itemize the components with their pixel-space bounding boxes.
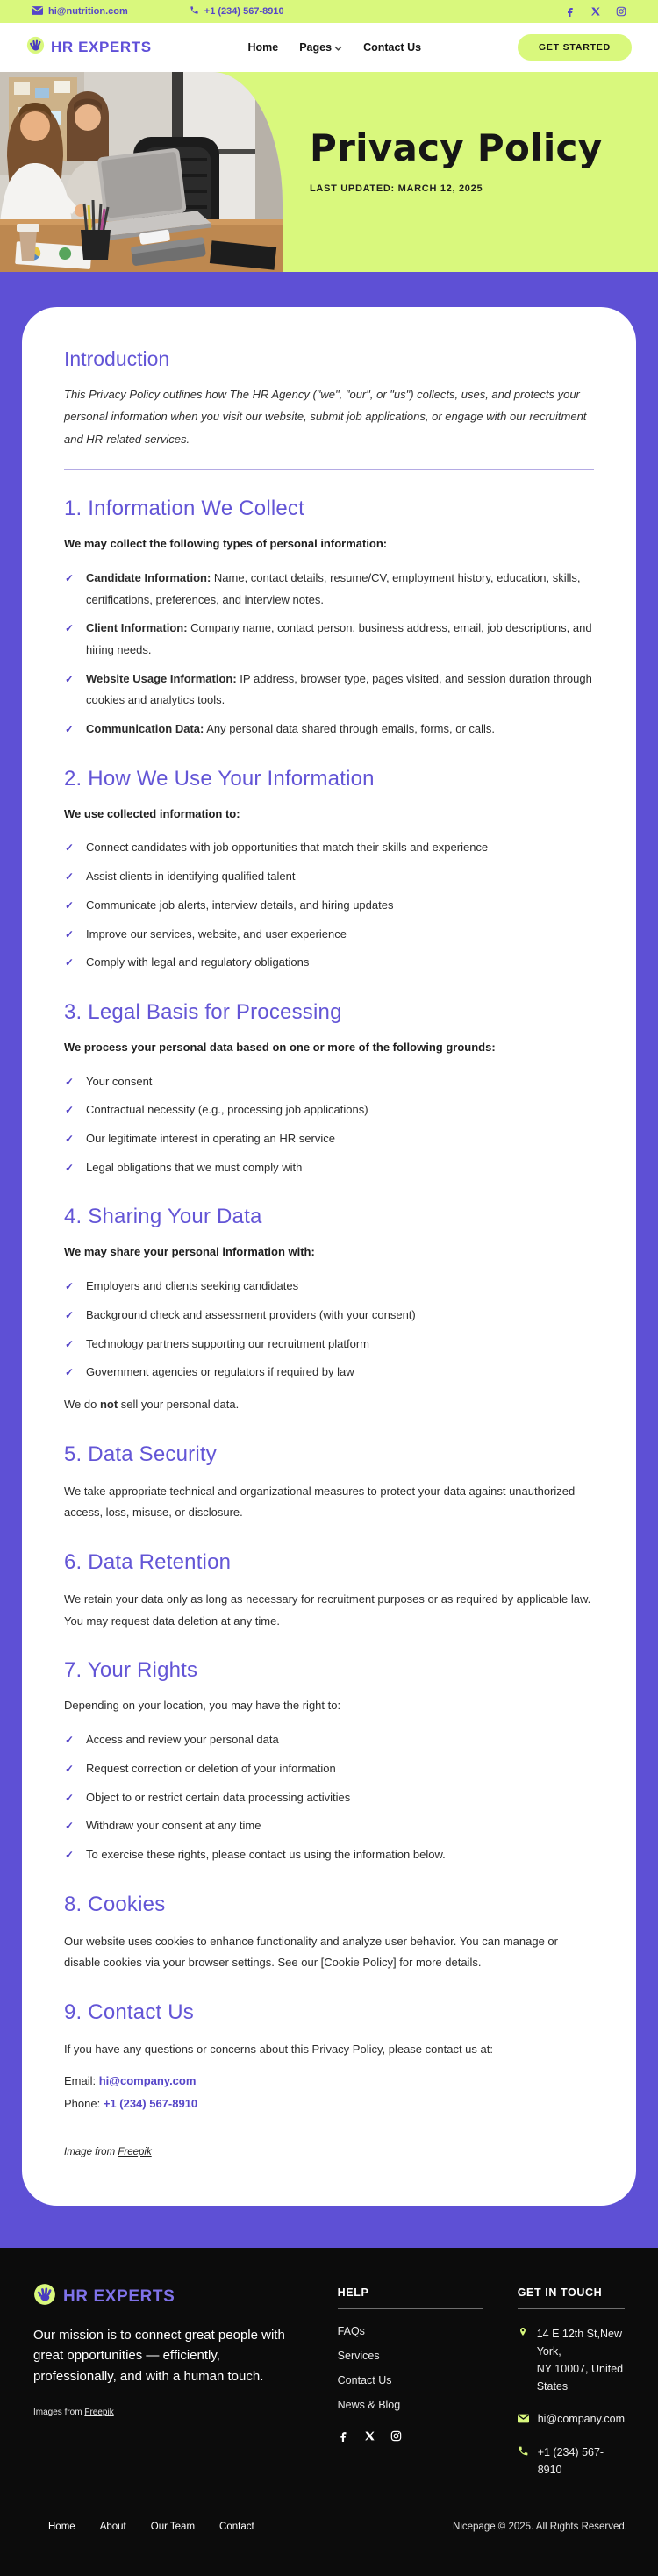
section-lead: We process your personal data based on one or more of the following grounds:	[64, 1040, 496, 1054]
bullet-item: ✓ Technology partners supporting our recruitment platform	[64, 1334, 594, 1356]
nav-item-home[interactable]	[247, 41, 278, 54]
bullet-list	[64, 1071, 594, 1179]
bottom-bar	[0, 2499, 658, 2576]
footer-facebook-icon[interactable]	[338, 2429, 349, 2444]
top-bar	[0, 0, 658, 23]
bottom-link-contact[interactable]: Contact	[219, 2522, 254, 2533]
intro-text: This Privacy Policy outlines how The HR Agency ("we", "our", or "us") collects, uses, and protects your personal information when you visit our website, submit job applications, or engage with our recruitment and HR-related services.	[64, 388, 587, 446]
section-title: 1. Information We Collect	[64, 497, 305, 521]
topbar-phone-text: +1 (234) 567-8910	[204, 6, 284, 17]
section-lead: We may collect the following types of personal information:	[64, 537, 388, 551]
check-icon: ✓	[65, 672, 75, 685]
contact-email-line: Email: hi@company.com	[64, 2073, 197, 2087]
check-icon: ✓	[65, 722, 75, 735]
bullet-item: ✓ Comply with legal and regulatory obligations	[64, 952, 594, 974]
bullet-list	[64, 837, 594, 973]
bullet-item: ✓ Client Information: Company name, contact person, business address, email, job descriptions, and hiring needs.	[64, 618, 594, 661]
bullet-term: Candidate Information:	[86, 570, 211, 584]
nav-item-label: Pages	[299, 41, 333, 54]
section-title: 4. Sharing Your Data	[64, 1205, 262, 1229]
bullet-item: ✓ Communicate job alerts, interview details, and hiring updates	[64, 895, 594, 917]
image-credit	[64, 2147, 594, 2157]
freepik-link[interactable]: Freepik	[118, 2146, 152, 2157]
footer-brand-name: HR EXPERTS	[63, 2287, 175, 2307]
check-icon: ✓	[65, 841, 75, 855]
last-updated-text: LAST UPDATED: MARCH 12, 2025	[310, 183, 483, 194]
check-icon: ✓	[65, 1104, 75, 1117]
get-started-button[interactable]: GET STARTED	[518, 34, 632, 61]
footer-hand-logo-icon	[33, 2283, 56, 2311]
footer-link-faqs[interactable]: FAQs	[337, 2325, 365, 2338]
section-title: 2. How We Use Your Information	[64, 766, 375, 791]
section-paragraph: We take appropriate technical and organizational measures to protect your data against unauthorized access, loss, misuse, or disclosure.	[64, 1484, 576, 1520]
contact-phone-link[interactable]: +1 (234) 567-8910	[103, 2096, 198, 2110]
location-pin-icon	[518, 2326, 528, 2343]
bullet-item: ✓ Request correction or deletion of your information	[64, 1758, 594, 1780]
check-icon: ✓	[65, 927, 75, 941]
bullet-term: Communication Data:	[86, 721, 204, 735]
policy-section	[64, 2000, 594, 2115]
twitter-x-icon[interactable]	[590, 6, 601, 17]
bullet-item: ✓ Contractual necessity (e.g., processing job applications)	[64, 1099, 594, 1121]
check-icon: ✓	[65, 1791, 75, 1804]
envelope-icon	[32, 6, 43, 18]
footer-freepik-link[interactable]: Freepik	[84, 2407, 114, 2417]
bullet-item: ✓ Government agencies or regulators if required by law	[64, 1362, 594, 1384]
footer-help-title: HELP	[338, 2286, 483, 2309]
nav-item-pages[interactable]	[299, 41, 342, 54]
policy-section	[64, 767, 594, 974]
check-icon: ✓	[65, 1848, 75, 1861]
nav-item-label: Contact Us	[363, 41, 422, 54]
footer-image-credit	[33, 2408, 306, 2417]
contact-phone-line: Phone: +1 (234) 567-8910	[64, 2096, 198, 2110]
section-title: 9. Contact Us	[64, 2000, 194, 2025]
facebook-icon[interactable]	[565, 6, 576, 17]
footer-phone-item[interactable]	[518, 2444, 625, 2479]
bullet-item: ✓ Your consent	[64, 1071, 594, 1093]
footer-email-text: hi@company.com	[537, 2413, 625, 2426]
brand-name: HR EXPERTS	[51, 39, 152, 55]
bullet-item: ✓ Employers and clients seeking candidates	[64, 1276, 594, 1298]
bullet-item: ✓ Our legitimate interest in operating an HR service	[64, 1128, 594, 1150]
bottom-nav-links	[48, 2522, 254, 2532]
check-icon: ✓	[65, 1337, 75, 1350]
bullet-item: ✓ Assist clients in identifying qualified talent	[64, 866, 594, 888]
footer-credit-text: Images from	[33, 2407, 85, 2417]
section-lead: We use collected information to:	[64, 806, 240, 820]
bullet-item: ✓ Connect candidates with job opportunities that match their skills and experience	[64, 837, 594, 859]
nav-item-label: Home	[247, 41, 279, 54]
bottom-link-our-team[interactable]: Our Team	[150, 2522, 196, 2533]
main-menu	[247, 41, 421, 54]
check-icon: ✓	[65, 1161, 75, 1174]
phone-icon	[190, 5, 199, 18]
footer-mission-text: Our mission is to connect great people with great opportunities — efficiently, professionally, and with a human touch.	[33, 2328, 285, 2384]
check-icon: ✓	[65, 571, 75, 584]
bullet-item: ✓ Candidate Information: Name, contact details, resume/CV, employment history, education, skills, certifications, preferences, and interview notes.	[64, 568, 594, 611]
section-note: We do not sell your personal data.	[64, 1397, 240, 1411]
bullet-item: ✓ Object to or restrict certain data processing activities	[64, 1787, 594, 1809]
check-icon: ✓	[65, 1762, 75, 1775]
bullet-item: ✓ Website Usage Information: IP address, browser type, pages visited, and session duration through cookies and analytics tools.	[64, 669, 594, 712]
section-paragraph: If you have any questions or concerns about this Privacy Policy, please contact us at:	[64, 2043, 493, 2057]
policy-card	[22, 307, 636, 2206]
bullet-term: Website Usage Information:	[86, 671, 237, 685]
brand-logo[interactable]	[26, 36, 152, 59]
footer-instagram-icon[interactable]	[390, 2429, 402, 2444]
hand-logo-icon	[26, 36, 45, 59]
chevron-down-icon	[334, 41, 342, 54]
check-icon: ✓	[65, 1133, 75, 1146]
footer-link-news-blog[interactable]: News & Blog	[337, 2399, 401, 2412]
footer-address-text	[537, 2325, 625, 2395]
section-title: 3. Legal Basis for Processing	[64, 999, 342, 1024]
policy-section	[64, 1893, 594, 1974]
hero-photo	[0, 72, 283, 272]
bullet-term: Client Information:	[86, 621, 188, 635]
divider	[64, 469, 594, 470]
topbar-phone-link[interactable]	[190, 5, 284, 18]
section-lead: Depending on your location, you may have the right to:	[64, 1699, 341, 1713]
bullet-list	[64, 568, 594, 741]
footer-link-contact-us[interactable]: Contact Us	[337, 2374, 392, 2387]
check-icon: ✓	[65, 1308, 75, 1321]
footer-help-links	[338, 2325, 483, 2411]
footer-address-line2: NY 10007, United States	[536, 2363, 624, 2394]
check-icon: ✓	[65, 870, 75, 884]
nav-bar	[0, 23, 658, 72]
policy-sections	[64, 497, 594, 2115]
bullet-item: ✓ Legal obligations that we must comply with	[64, 1157, 594, 1179]
bullet-item: ✓ Background check and assessment providers (with your consent)	[64, 1305, 594, 1327]
section-title: 5. Data Security	[64, 1442, 217, 1466]
footer-brand-logo[interactable]	[33, 2283, 306, 2311]
footer-phone-icon	[518, 2444, 529, 2462]
check-icon: ✓	[65, 1280, 75, 1293]
footer-link-services[interactable]: Services	[337, 2350, 380, 2363]
section-paragraph: We retain your data only as long as necessary for recruitment purposes or as required by applicable law. You may request data deletion at any time.	[64, 1592, 591, 1628]
topbar-email-link[interactable]	[32, 6, 128, 18]
intro-title: Introduction	[64, 347, 170, 370]
bullet-item: ✓ Improve our services, website, and user experience	[64, 924, 594, 946]
section-lead: We may share your personal information with:	[64, 1245, 315, 1259]
image-credit-text: Image from	[64, 2146, 118, 2157]
footer-email-item[interactable]	[518, 2410, 625, 2429]
footer-touch-title: GET IN TOUCH	[518, 2286, 625, 2309]
bottom-link-home[interactable]: Home	[48, 2522, 75, 2533]
check-icon: ✓	[65, 1820, 75, 1833]
hero-section	[0, 72, 658, 272]
check-icon: ✓	[65, 1075, 75, 1088]
topbar-email-text: hi@nutrition.com	[48, 6, 128, 17]
check-icon: ✓	[65, 622, 75, 635]
bottom-link-about[interactable]: About	[99, 2522, 126, 2533]
nav-item-contact-us[interactable]	[363, 41, 421, 54]
section-title: 6. Data Retention	[64, 1550, 232, 1575]
copyright-text: Nicepage © 2025. All Rights Reserved.	[453, 2522, 627, 2533]
policy-section	[64, 1000, 594, 1179]
footer-envelope-icon	[518, 2411, 529, 2429]
check-icon: ✓	[65, 898, 75, 912]
footer-address-item	[518, 2325, 625, 2395]
bullet-item: ✓ Withdraw your consent at any time	[64, 1815, 594, 1837]
policy-section	[64, 497, 594, 741]
instagram-icon[interactable]	[616, 6, 626, 17]
policy-section	[64, 1550, 594, 1632]
section-paragraph: Our website uses cookies to enhance functionality and analyze user behavior. You can manage or disable cookies via your browser settings. See our [Cookie Policy] for more details.	[64, 1934, 558, 1970]
policy-section	[64, 1205, 594, 1415]
policy-section	[64, 1658, 594, 1865]
main-section	[0, 272, 658, 2248]
note-emphasis: not	[99, 1397, 118, 1411]
footer-phone-text: +1 (234) 567-8910	[537, 2446, 604, 2477]
footer-twitter-x-icon[interactable]	[364, 2429, 375, 2444]
footer-address-line1: 14 E 12th St,New York,	[536, 2328, 622, 2358]
bullet-list	[64, 1276, 594, 1384]
check-icon: ✓	[65, 956, 75, 970]
section-title: 7. Your Rights	[64, 1658, 198, 1683]
bullet-list	[64, 1729, 594, 1865]
footer	[0, 2248, 658, 2499]
page-title: Privacy Policy	[310, 126, 603, 169]
policy-section	[64, 1442, 594, 1524]
bullet-item: ✓ Communication Data: Any personal data shared through emails, forms, or calls.	[64, 719, 594, 741]
section-title: 8. Cookies	[64, 1892, 166, 1916]
contact-email-link[interactable]: hi@company.com	[98, 2073, 197, 2087]
bullet-item: ✓ Access and review your personal data	[64, 1729, 594, 1751]
check-icon: ✓	[65, 1366, 75, 1379]
check-icon: ✓	[65, 1734, 75, 1747]
bullet-item: ✓ To exercise these rights, please contact us using the information below.	[64, 1844, 594, 1866]
